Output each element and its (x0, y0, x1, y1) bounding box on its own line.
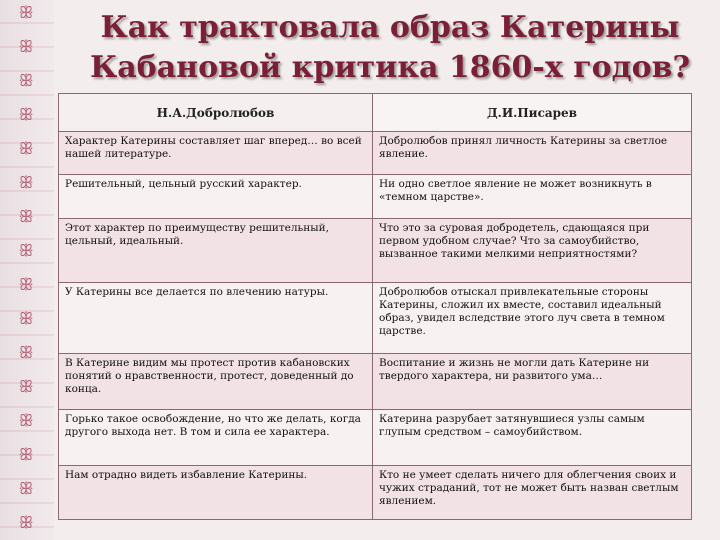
table-row (59, 466, 692, 520)
table-cell-dobrolyubov: Характер Катерины составляет шаг вперед… во всей нашей литературе. (59, 132, 373, 175)
table-cell-dobrolyubov: Горько такое освобождение, но что же делать, когда другого выхода нет. В том и сила ее характера. (59, 410, 373, 466)
table-row (59, 219, 692, 283)
decorative-side-border (0, 0, 54, 540)
ornament-curl-icon: ꕥ (18, 173, 34, 192)
ornament-curl-icon: ꕥ (18, 207, 34, 226)
ornament-curl-icon: ꕥ (18, 37, 34, 56)
table-cell-pisarev: Кто не умеет сделать ничего для облегчения своих и чужих страданий, тот не может быть назван светлым явлением. (373, 466, 692, 520)
ornament-curl-icon: ꕥ (18, 445, 34, 464)
ornament-curl-icon: ꕥ (18, 105, 34, 124)
table-cell-dobrolyubov: Нам отрадно видеть избавление Катерины. (59, 466, 373, 520)
ornament-curl-icon: ꕥ (18, 377, 34, 396)
ornament-curl-icon: ꕥ (18, 275, 34, 294)
table-cell-dobrolyubov: У Катерины все делается по влечению натуры. (59, 283, 373, 354)
ornament-curl-icon: ꕥ (18, 513, 34, 532)
table-cell-dobrolyubov: В Катерине видим мы протест против кабановских понятий о нравственности, протест, доведенный до конца. (59, 354, 373, 410)
ornament-curl-icon: ꕥ (18, 479, 34, 498)
slide-title: Как трактовала образ Катерины Кабановой критика 1860-х годов? (89, 10, 691, 85)
table-cell-pisarev: Что это за суровая добродетель, сдающаяся при первом удобном случае? Что за самоубийство, вызванное такими мелкими неприятностями? (373, 219, 692, 283)
table-cell-pisarev: Добролюбов принял личность Катерины за светлое явление. (373, 132, 692, 175)
column-header-pisarev: Д.И.Писарев (373, 94, 692, 132)
ornament-curl-icon: ꕥ (18, 309, 34, 328)
table-cell-dobrolyubov: Решительный, цельный русский характер. (59, 175, 373, 219)
ornament-curl-icon: ꕥ (18, 241, 34, 260)
column-header-dobrolyubov: Н.А.Добролюбов (59, 94, 373, 132)
table-cell-pisarev: Катерина разрубает затянувшиеся узлы самым глупым средством – самоубийством. (373, 410, 692, 466)
table-cell-dobrolyubov: Этот характер по преимуществу решительный, цельный, идеальный. (59, 219, 373, 283)
table-row (59, 175, 692, 219)
table-row (59, 132, 692, 175)
ornament-curl-icon: ꕥ (18, 3, 34, 22)
table-header-row (59, 94, 692, 132)
table-row (59, 410, 692, 466)
ornament-curl-icon: ꕥ (18, 343, 34, 362)
table-cell-pisarev: Добролюбов отыскал привлекательные стороны Катерины, сложил их вместе, составил идеальный образ, увидел вследствие этого луч света в темном царстве. (373, 283, 692, 354)
table-row (59, 354, 692, 410)
ornament-curl-icon: ꕥ (18, 71, 34, 90)
ornament-curl-icon: ꕥ (18, 411, 34, 430)
table-cell-pisarev: Ни одно светлое явление не может возникнуть в «темном царстве». (373, 175, 692, 219)
table-row (59, 283, 692, 354)
ornament-curl-icon: ꕥ (18, 139, 34, 158)
table-cell-pisarev: Воспитание и жизнь не могли дать Катерине ни твердого характера, ни развитого ума… (373, 354, 692, 410)
comparison-table (58, 93, 692, 520)
